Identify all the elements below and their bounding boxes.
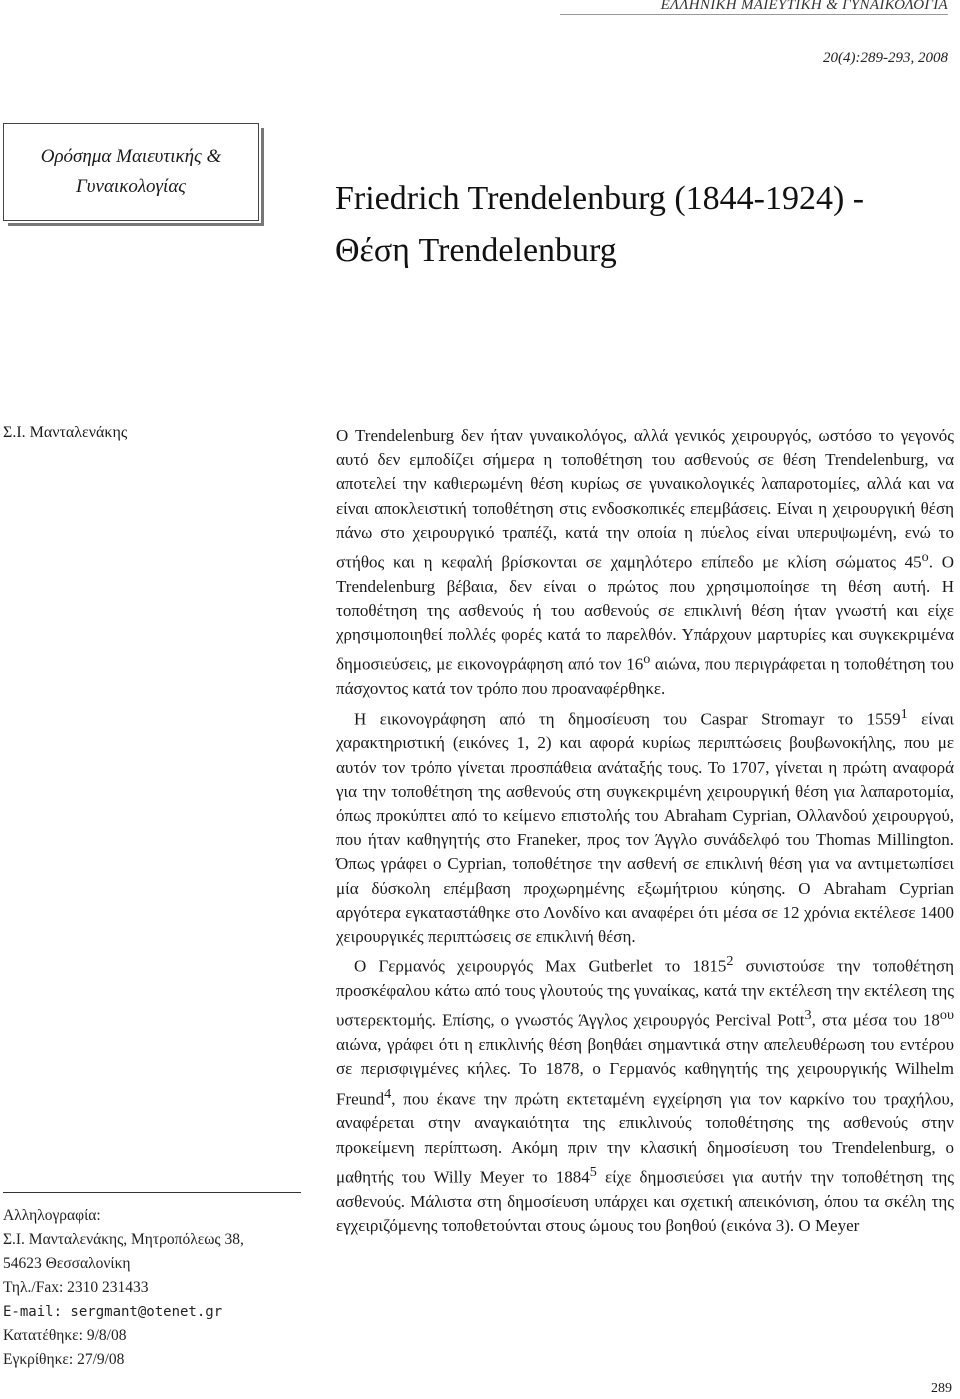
paragraph-2-text-b: είναι χαρακτηριστική (εικόνες 1, 2) και αφορά κυρίως περιπτώσεις βουβωνοκήλης, που με αυτόν τον τρόπο γίνεται προσπάθεια ανάταξής τους. Το 1707, γίνεται η πρώτη αναφορά για την τοποθέτηση της ασθενούς στη συγκεκριμένη χειρουργική θέση για λαπαροτομία, όπως προκύπτει από το κείμενο επιστολής του Abraham Cyprian, Ολλανδού χειρουργού, που ήταν καθηγητής στο Franeker, προς τον Άγγλο συνάδελφό του Thomas Millington. Όπως γράφει ο Cyprian, τοποθέτησε την ασθενή σε επικλινή θέση για να αντιμετωπίσει μία δύσκολη επέμβαση προχωρημένης εξωμήτριου κύησης. Ο Abraham Cyprian αργότερα εγκαταστάθηκε στο Λονδίνο και αναφέρει ότι μέσα σε 12 χρόνια εκτέλεσε 1400 χειρουργικές περιπτώσεις σε επικλινή θέση.	[336, 709, 954, 947]
reference-3-superscript: 3	[804, 1007, 812, 1024]
paragraph-3-text-e: , που έκανε την πρώτη εκτεταμένη εγχείρηση για τον καρκίνο του τραχήλου, αναφέρεται στην αναγκαιότητα της επικλινούς τοποθέτησης της ασθενούς στην προκείμενη περίπτωση. Ακόμη πριν την κλασική δημοσίευση του Trendelenburg, ο μαθητής του Willy Meyer το 1884	[336, 1089, 954, 1187]
article-title	[335, 173, 945, 277]
reference-2-superscript: 2	[726, 953, 734, 970]
paragraph-3-text-b: συνιστούσε την τοποθέτηση προσκέφαλου κάτω από τους γλουτούς της γυναίκας, κατά την εκτέλεση την εκτέλεση της υστερεκτομής. Επίσης, ο γνωστός Άγγλος χειρουργός Percival Pott	[336, 956, 954, 1030]
century-18-superscript: ου	[939, 1007, 954, 1024]
paragraph-2-text-a: Η εικονογράφηση από τη δημοσίευση του Caspar Stromayr το 1559	[354, 709, 901, 729]
paragraph-1-text-a: Ο Trendelenburg δεν ήταν γυναικολόγος, αλλά γενικός χειρουργός, ωστόσο το γεγονός αυτό δεν εμποδίζει σήμερα η τοποθέτηση του ασθενούς σε θέση Trendelenburg, να αποτελεί την καθιερωμένη θέση κυρίως σε γυναικολογικές λαπαροτομίες, αλλά και να είναι αποκλειστική τοποθέτηση στις ενδοσκοπικές επεμβάσεις. Είναι η χειρουργική θέση πάνω στο χειρουργικό τραπέζι, κατά την οποία η πύελος είναι υπερυψωμένη, ενώ το στήθος και η κεφαλή βρίσκονται σε χαμηλότερο επίπεδο με κλίση σώματος 45	[336, 426, 954, 572]
reference-1-superscript: 1	[900, 705, 908, 722]
author-name: Σ.Ι. Μανταλενάκης	[3, 424, 128, 441]
title-line-1: Friedrich Trendelenburg (1844-1924) -	[335, 180, 865, 217]
category-box	[3, 123, 259, 221]
correspondence-email: E-mail: sergmant@otenet.gr	[3, 1304, 223, 1320]
reference-5-superscript: 5	[589, 1163, 597, 1180]
correspondence-address-1: Σ.Ι. Μανταλενάκης, Μητροπόλεως 38,	[3, 1231, 244, 1248]
submitted-date: Κατατέθηκε: 9/8/08	[3, 1327, 127, 1344]
title-line-2: Θέση Trendelenburg	[335, 232, 617, 269]
category-line-2: Γυναικολογίας	[75, 176, 186, 197]
page-number: 289	[931, 1381, 952, 1396]
accepted-date: Εγκρίθηκε: 27/9/08	[3, 1351, 125, 1368]
paragraph-1-text-c: αιώνα, που περιγράφεται η τοποθέτηση του πάσχοντος κατά τον τρόπο που προαναφέρθηκε.	[336, 655, 954, 699]
correspondence-block	[3, 1204, 313, 1372]
header-rule	[560, 14, 948, 15]
correspondence-rule	[3, 1192, 301, 1193]
category-line-1: Ορόσημα Μαιευτικής &	[40, 146, 222, 167]
article-body	[336, 424, 954, 1238]
paragraph-3	[336, 949, 954, 1238]
issue-citation: 20(4):289-293, 2008	[823, 50, 948, 66]
journal-name: ΕΛΛΗΝΙΚΗ ΜΑΙΕΥΤΙΚΗ & ΓΥΝΑΙΚΟΛΟΓΙΑ	[660, 0, 948, 13]
paragraph-1-text-b: . Ο Trendelenburg βέβαια, δεν είναι ο πρώτος που χρησιμοποίησε τη θέση αυτή. Η τοποθέτηση της ασθενούς ή του ασθενούς σε επικλινή θέση ήταν γνωστή και είχε χρησιμοποιηθεί πολλές φορές κατά το παρελθόν. Υπάρχουν μαρτυρίες και συγκεκριμένα δημοσιεύσεις, με εικονογράφηση από τον 16	[336, 552, 954, 675]
correspondence-address-2: 54623 Θεσσαλονίκη	[3, 1255, 131, 1272]
paragraph-2	[336, 702, 954, 950]
reference-4-superscript: 4	[384, 1085, 392, 1102]
correspondence-label: Αλληλογραφία:	[3, 1207, 101, 1224]
paragraph-3-text-a: Ο Γερμανός χειρουργός Max Gutberlet το 1815	[354, 956, 727, 976]
paragraph-3-text-d: αιώνα, γράφει ότι η επικλινής θέση βοηθάει σημαντικά στην απελευθέρωση του εντέρου σε περισφιγμένες κήλες. Το 1878, ο Γερμανός καθηγητής της χειρουργικής Wilhelm Freund	[336, 1035, 954, 1109]
paragraph-3-text-c: , στα μέσα του 18	[811, 1010, 940, 1030]
century-superscript: ο	[643, 651, 651, 668]
paragraph-3-text-f: είχε δημοσιεύσει για αυτήν την τοποθέτηση της ασθενούς. Μάλιστα στη δημοσίευση υπάρχει και σχετική απεικόνιση, όπου τα σκέλη της εγχειριζόμενης τοποθετούνται στους ώμους του βοηθού (εικόνα 3). Ο Meyer	[336, 1167, 954, 1235]
correspondence-phone: Τηλ./Fax: 2310 231433	[3, 1279, 149, 1296]
paragraph-1	[336, 424, 954, 702]
degree-superscript: ο	[921, 549, 929, 566]
